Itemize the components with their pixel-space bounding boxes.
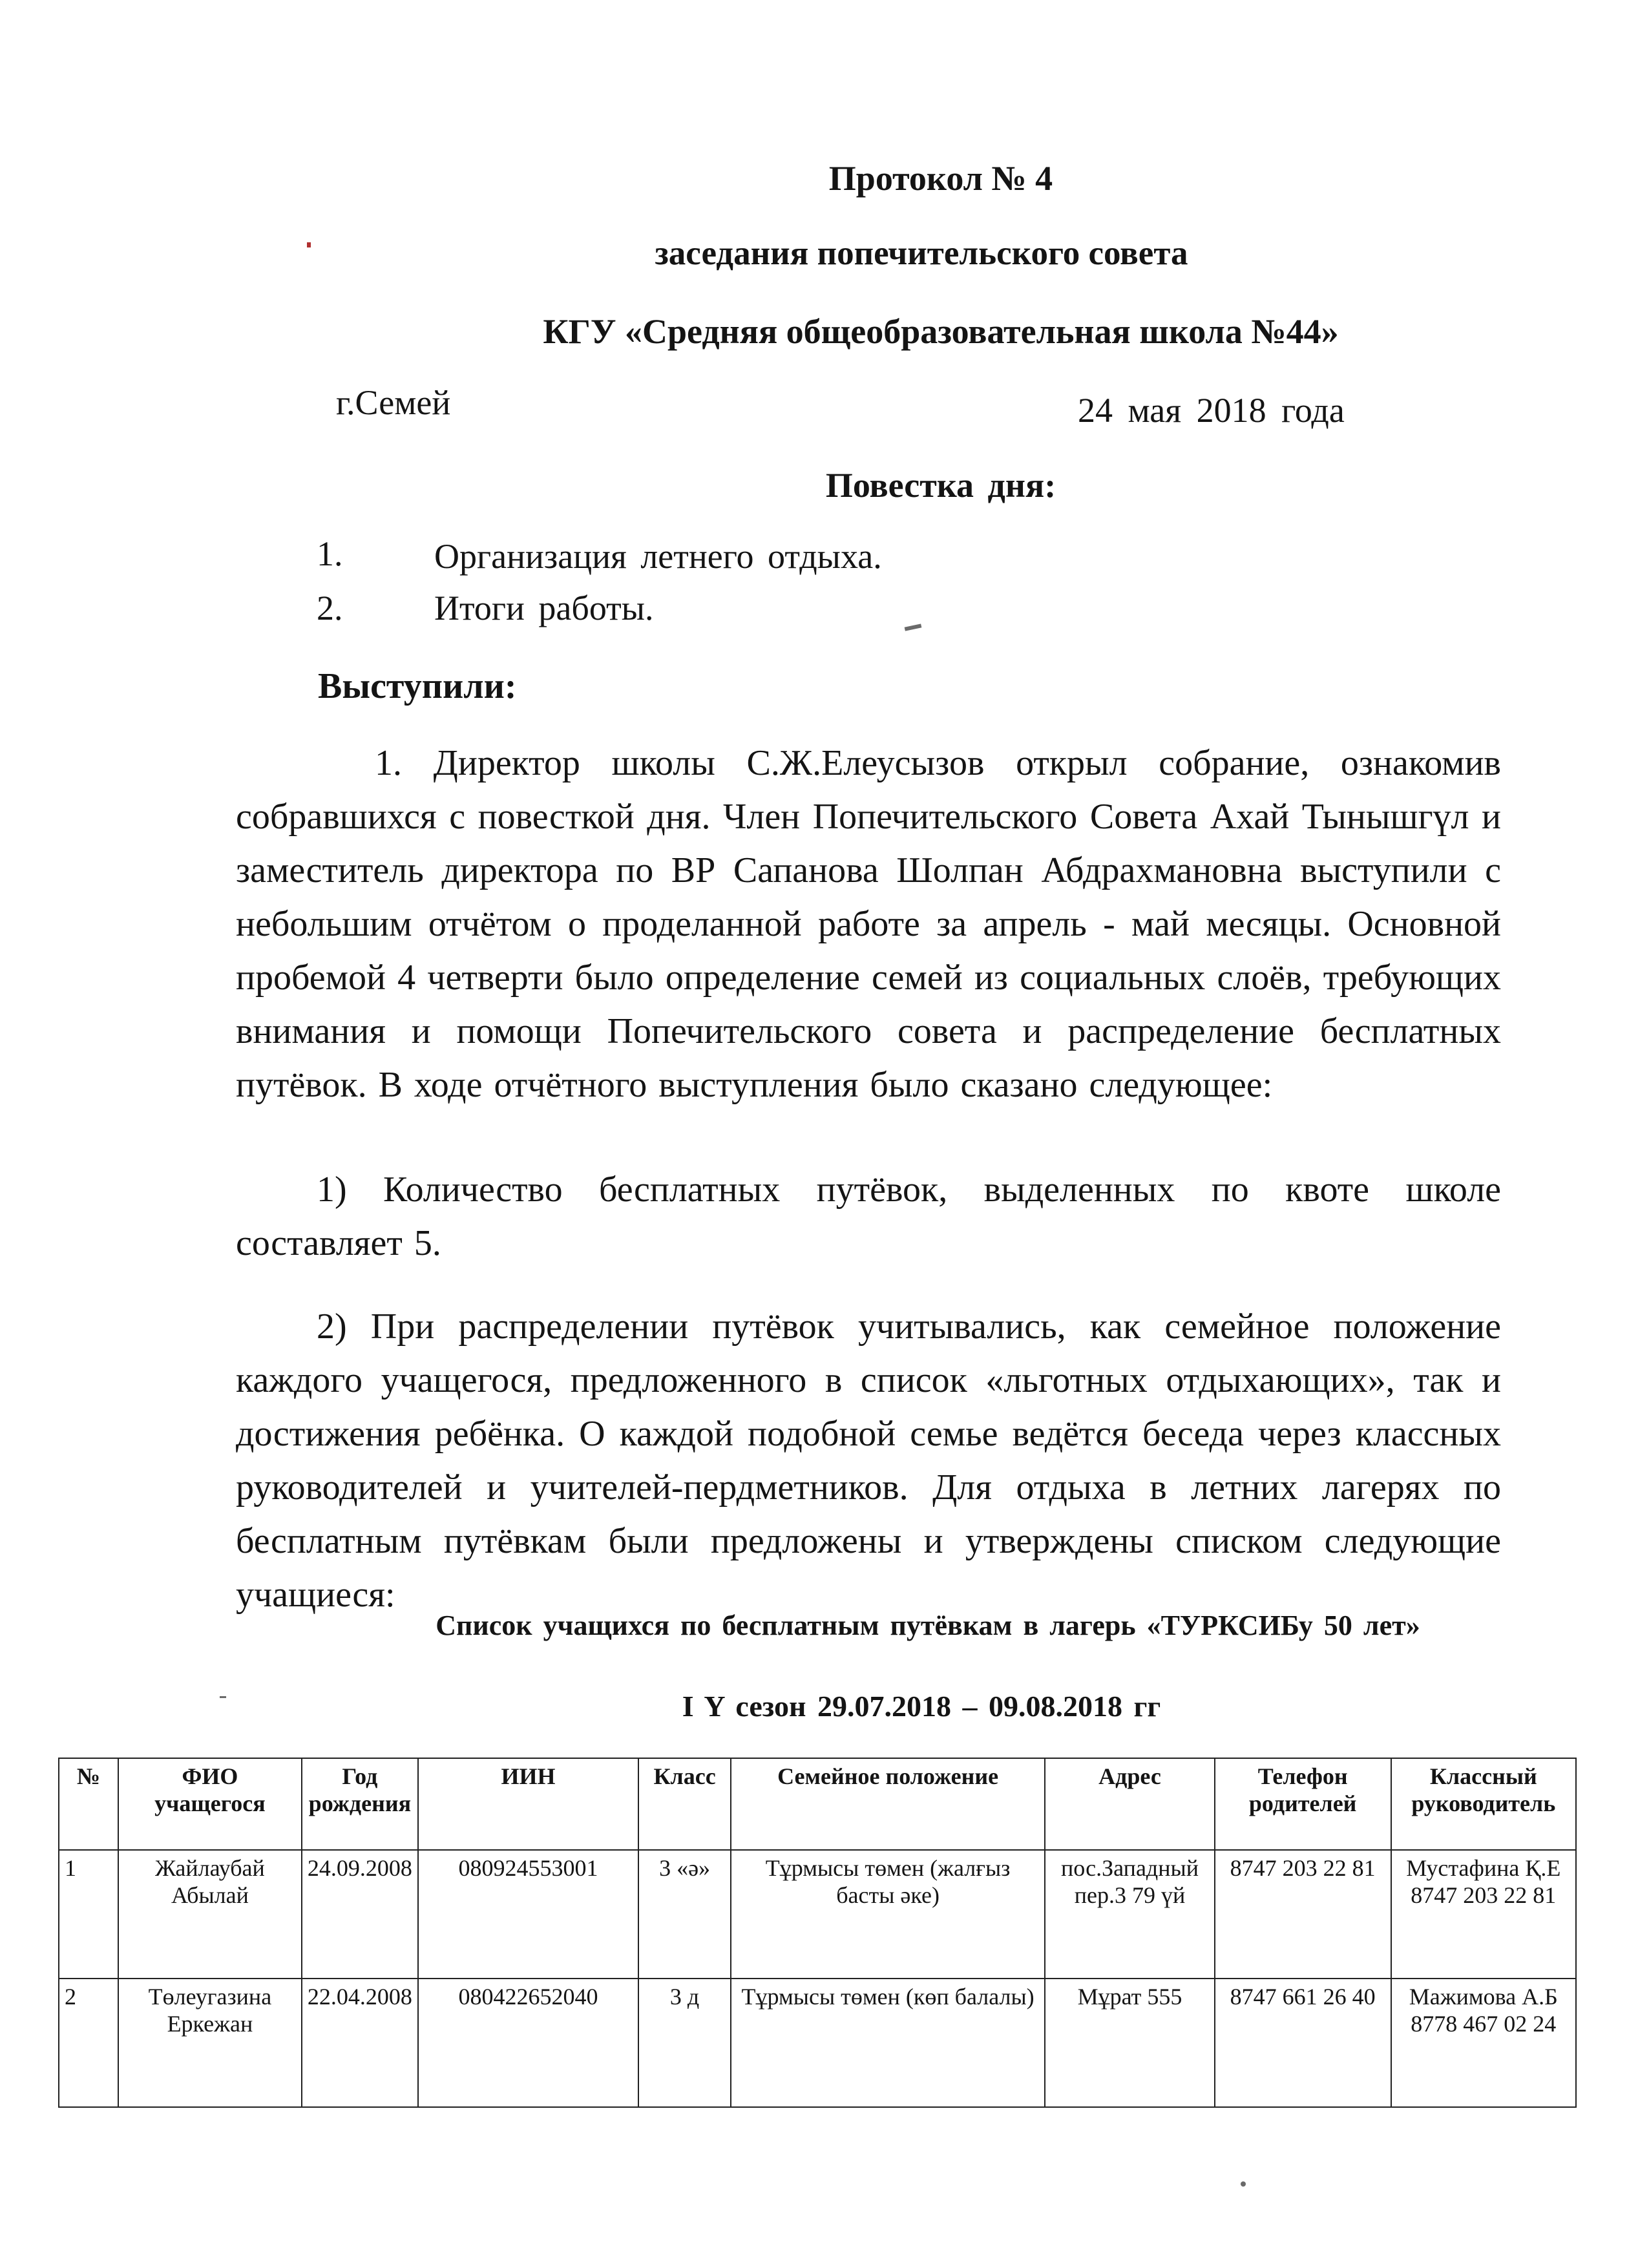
- cell-class: 3 «ә»: [638, 1850, 731, 1979]
- agenda-item-text: Итоги работы.: [434, 589, 654, 627]
- cell-address: Мұрат 555: [1045, 1979, 1214, 2107]
- paragraph-opening: 1. Директор школы С.Ж.Елеусызов открыл собрание, ознакомив собравшихся с повесткой дня. Член Попечительского Совета Ахай Тынышгүл и заместитель директора по ВР Сапанова Шолпан Абдрахмановна выступили с небольшим отчётом о проделанной работе за апрель - май месяцы. Основной пробемой 4 четверти было определение семей из социальных слоёв, требующих внимания и помощи Попечительского совета и распределение бесплатных путёвок. В ходе отчётного выступления было сказано следующее:: [236, 743, 1501, 1105]
- column-header: Год рождения: [302, 1758, 418, 1850]
- table-row: [59, 1979, 1576, 2107]
- cell-iin: 080422652040: [418, 1979, 638, 2107]
- column-header: Семейное положение: [731, 1758, 1045, 1850]
- scan-speck: [307, 242, 311, 247]
- column-header: Адрес: [1045, 1758, 1214, 1850]
- cell-student-name: Жайлаубай Абылай: [118, 1850, 302, 1979]
- cell-family-status: Тұрмысы төмен (жалғыз басты әке): [731, 1850, 1045, 1979]
- scan-speck: [905, 624, 922, 631]
- column-header: №: [59, 1758, 118, 1850]
- agenda-item-number: 1.: [317, 534, 343, 573]
- meeting-date: 24 мая 2018 года: [1078, 391, 1345, 430]
- cell-class-teacher: Мустафина Қ.Е 8747 203 22 81: [1391, 1850, 1576, 1979]
- agenda-heading: Повестка дня:: [825, 466, 1056, 505]
- cell-number: 2: [59, 1979, 118, 2107]
- students-table: [58, 1758, 1577, 2108]
- column-header: Телефон родителей: [1215, 1758, 1391, 1850]
- city: г.Семей: [336, 383, 451, 422]
- cell-number: 1: [59, 1850, 118, 1979]
- speakers-heading: Выступили:: [318, 666, 517, 706]
- student-list-title: Список учащихся по бесплатным путёвкам в лагерь «ТУРКСИБу 50 лет»: [436, 1610, 1420, 1641]
- cell-address: пос.Западный пер.3 79 үй: [1045, 1850, 1214, 1979]
- cell-student-name: Төлеугазина Еркежан: [118, 1979, 302, 2107]
- cell-parent-phone: 8747 203 22 81: [1215, 1850, 1391, 1979]
- scan-speck: [220, 1696, 226, 1698]
- cell-class-teacher: Мажимова А.Б 8778 467 02 24: [1391, 1979, 1576, 2107]
- protocol-title: Протокол № 4: [828, 159, 1053, 198]
- cell-class: 3 д: [638, 1979, 731, 2107]
- agenda-item-number: 2.: [317, 589, 343, 627]
- protocol-subtitle: заседания попечительского совета: [655, 235, 1188, 272]
- scan-speck: [1241, 2181, 1246, 2187]
- column-header: ИИН: [418, 1758, 638, 1850]
- cell-birth-date: 24.09.2008: [302, 1850, 418, 1979]
- agenda-item-text: Организация летнего отдыха.: [434, 537, 882, 576]
- column-header: Класс: [638, 1758, 731, 1850]
- organization-name: КГУ «Средняя общеобразовательная школа №44»: [543, 312, 1339, 351]
- paragraph-quota: 1) Количество бесплатных путёвок, выделенных по квоте школе составляет 5.: [236, 1170, 1501, 1263]
- cell-birth-date: 22.04.2008: [302, 1979, 418, 2107]
- column-header: Классный руководитель: [1391, 1758, 1576, 1850]
- season-dates: I Y сезон 29.07.2018 – 09.08.2018 гг: [682, 1690, 1161, 1723]
- cell-parent-phone: 8747 661 26 40: [1215, 1979, 1391, 2107]
- cell-family-status: Тұрмысы төмен (көп балалы): [731, 1979, 1045, 2107]
- paragraph-distribution: 2) При распределении путёвок учитывались, как семейное положение каждого учащегося, предложенного в список «льготных отдыхающих», так и достижения ребёнка. О каждой подобной семье ведётся беседа через классных руководителей и учителей-пердметников. Для отдыха в летних лагерях по бесплатным путёвкам были предложены и утверждены списком следующие учащиеся:: [236, 1307, 1501, 1615]
- cell-iin: 080924553001: [418, 1850, 638, 1979]
- table-header-row: [59, 1758, 1576, 1850]
- table-row: [59, 1850, 1576, 1979]
- column-header: ФИО учащегося: [118, 1758, 302, 1850]
